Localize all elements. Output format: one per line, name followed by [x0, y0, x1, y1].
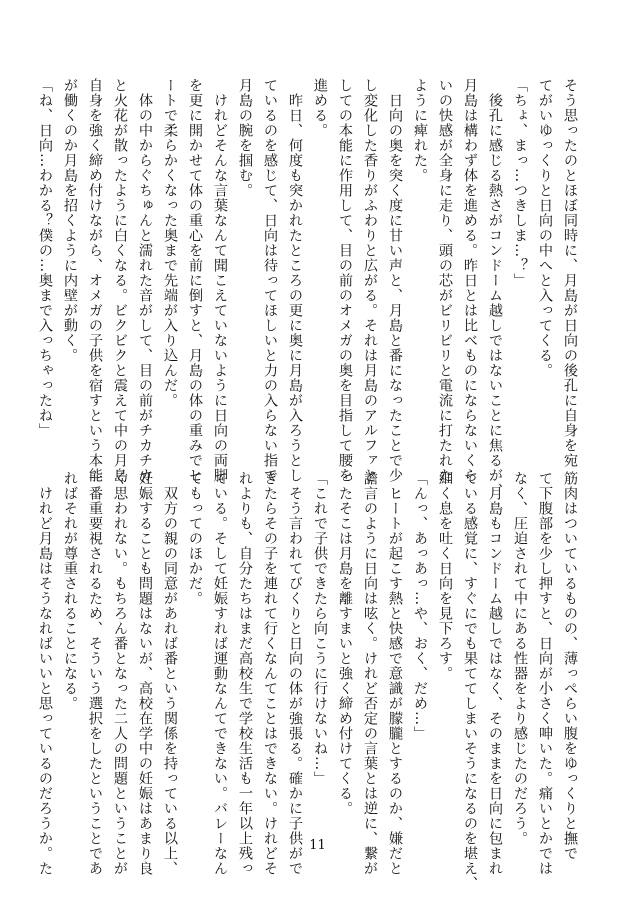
text-line: ったそこは月島を離すまいと強く締め付けてくる。: [337, 471, 353, 816]
text-line: ートで柔らかくなった奥まで先端が入り込んだ。: [162, 78, 178, 408]
text-line: ればそれが尊重されることになる。: [62, 471, 78, 711]
text-line: てがいゆっくりと日向の中へと入ってくる。: [537, 78, 553, 378]
text-line: 体の中からぐちゅんと濡れた音がして、目の前がチカチカ: [137, 78, 153, 483]
text-line: てもってのほかだ。: [187, 471, 203, 606]
text-line: 昨日、何度も突かれたところの更に奥に月島が入ろうとし: [287, 78, 303, 483]
text-line: ている。そして妊娠すれば運動なんてできない。バレーなん: [212, 471, 228, 876]
text-line: 細く息を吐く日向を見下ろす。: [437, 471, 453, 681]
text-line: けれどそんな言葉なんて聞こえていないように日向の両脚: [212, 78, 228, 483]
text-line: いの快感が全身に走り、頭の芯がビリビリと電流に打たれた: [437, 78, 453, 483]
text-line: ように痺れた。: [412, 78, 428, 183]
text-line: 「んっ、あっあっ…や、おく、だめ…」: [412, 471, 428, 741]
text-line: 月島の腕を掴む。: [237, 78, 253, 198]
text-line: 双方の親の同意があれば番という関係を持っている以上、: [162, 471, 178, 876]
text-line: きたらその子を連れて行くなんてことはできない。けれどそ: [262, 471, 278, 876]
text-line: と火花が散ったように白くなる。ビクビクと震えて中の月島: [112, 78, 128, 483]
text-line: 「ね、日向…わかる？僕の…奥まで入っちゃったね」: [37, 78, 53, 438]
text-line: ヒートが起こす熱と快感で意識が朦朧とするのか、嫌だと: [387, 471, 403, 876]
text-line: そう言われてびくりと日向の体が強張る。確かに子供がで: [287, 471, 303, 876]
text-line: 妊娠することも問題はないが、高校在学中の妊娠はあまり良: [137, 471, 153, 876]
text-line: 自身を強く締め付けながら、オメガの子供を宿すという本能: [87, 78, 103, 483]
text-line: れよりも、自分たちはまだ高校生で学校生活も一年以上残っ: [237, 471, 253, 876]
text-line: が働くのか月島を招くように内壁が動く。: [62, 78, 78, 363]
text-line: 「これで子供できたら向こうに行けないね…」: [312, 471, 328, 786]
text-line: そう思ったのとほぼ同時に、月島が日向の後孔に自身を宛: [562, 78, 578, 468]
text-line: 筋肉はついているものの、薄っぺらい腹をゆっくりと撫で: [562, 471, 578, 861]
text-line: 日向の奥を突く度に甘い声と、月島と番になったことで少: [387, 78, 403, 483]
text-line: し変化した香りがふわりと広がる。それは月島のアルファと: [362, 78, 378, 483]
text-line: 「ちょ、まっ…つきしま…？」: [512, 78, 528, 288]
text-line: 進める。: [312, 78, 328, 138]
text-line: 一番重要視されるため、そういう選択をしたということであ: [87, 471, 103, 876]
text-line: く思われない。もちろん番となった二人の問題ということが: [112, 471, 128, 876]
page-number: 11: [309, 838, 326, 853]
text-line: て下腹部を少し押すと、日向が小さく呻いた。痛いとかでは: [537, 471, 553, 876]
text-line: を更に開かせて体の重心を前に倒すと、月島の体の重みでヒ: [187, 78, 203, 483]
text-line: 月島は構わず体を進める。昨日とは比べものにならないくら: [462, 78, 478, 483]
text-line: しての本能に作用して、目の前のオメガの奥を目指して腰を: [337, 78, 353, 483]
text-line: ている感覚に、すぐにでも果ててしまいそうになるのを堪え、: [462, 471, 478, 891]
text-line: けれど月島はそうなればいいと思っているのだろうか。た: [37, 471, 53, 876]
text-line: 譫言のように日向は呟く。けれど否定の言葉とは逆に、繋が: [362, 471, 378, 876]
text-line: 月島もコンドーム越しではなく、そのままを日向に包まれ: [487, 471, 503, 876]
text-line: 後孔に感じる熱さがコンドーム越しではないことに焦るが、: [487, 78, 503, 498]
text-line: ているのを感じて、日向は待ってほしいと力の入らない指で: [262, 78, 278, 483]
text-line: なく、圧迫されて中にある性器をより感じたのだろう。: [512, 471, 528, 846]
text-block-top: [37, 78, 582, 498]
